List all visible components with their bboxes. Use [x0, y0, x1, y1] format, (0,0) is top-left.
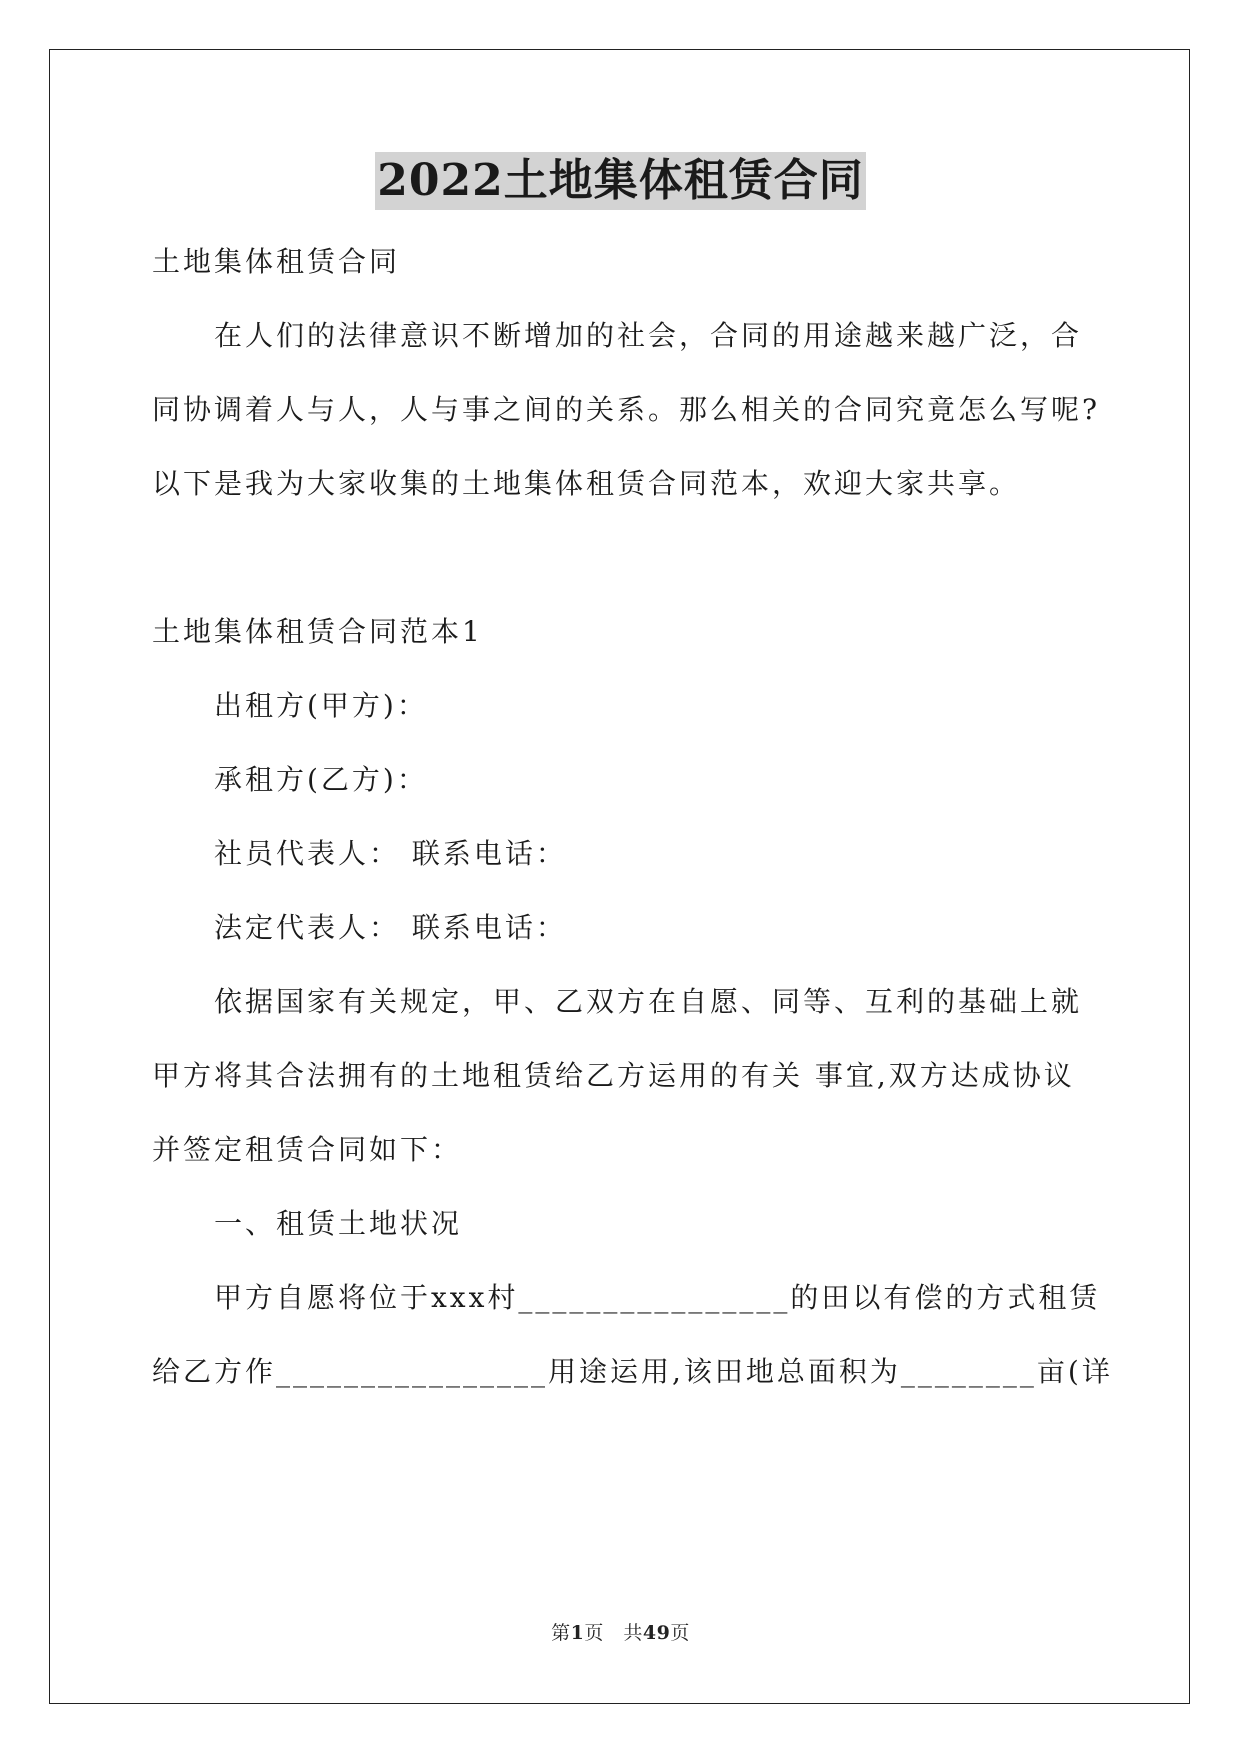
- paragraph-line: 依据国家有关规定，甲、乙双方在自愿、同等、互利的基础上就: [152, 985, 1083, 1018]
- paragraph-line: 社员代表人： 联系电话：: [152, 837, 567, 870]
- paragraph-line: 同协调着人与人，人与事之间的关系。那么相关的合同究竟怎么写呢?: [152, 393, 1101, 426]
- page-footer: [0, 1618, 1241, 1645]
- page-prefix: 第: [551, 1622, 571, 1644]
- paragraph-line: 在人们的法律意识不断增加的社会，合同的用途越来越广泛，合: [152, 319, 1083, 352]
- paragraph-line: 甲方自愿将位于xxx村________________的田以有偿的方式租赁: [152, 1281, 1101, 1314]
- document-title: 2022土地集体租赁合同: [375, 152, 865, 210]
- paragraph-line: 给乙方作________________用途运用,该田地总面积为________亩(详: [152, 1355, 1113, 1388]
- paragraph-line: 出租方(甲方)：: [152, 689, 428, 722]
- paragraph-line: 承租方(乙方)：: [152, 763, 428, 796]
- page-current: 1: [570, 1622, 585, 1644]
- page-border: [49, 49, 1190, 1704]
- paragraph-line: 一、租赁土地状况: [152, 1207, 463, 1240]
- title-container: [0, 152, 1241, 210]
- paragraph-line: 并签定租赁合同如下：: [152, 1133, 463, 1166]
- page-suffix: 页: [670, 1622, 690, 1644]
- paragraph-line: 法定代表人： 联系电话：: [152, 911, 567, 944]
- section-heading: 土地集体租赁合同范本1: [152, 615, 483, 648]
- page-mid: 页 共: [584, 1622, 643, 1644]
- paragraph-line: 以下是我为大家收集的土地集体租赁合同范本，欢迎大家共享。: [152, 467, 1021, 500]
- subtitle-line: 土地集体租赁合同: [152, 245, 401, 278]
- page-total: 49: [642, 1622, 671, 1644]
- paragraph-line: 甲方将其合法拥有的土地租赁给乙方运用的有关 事宜,双方达成协议: [152, 1059, 1075, 1092]
